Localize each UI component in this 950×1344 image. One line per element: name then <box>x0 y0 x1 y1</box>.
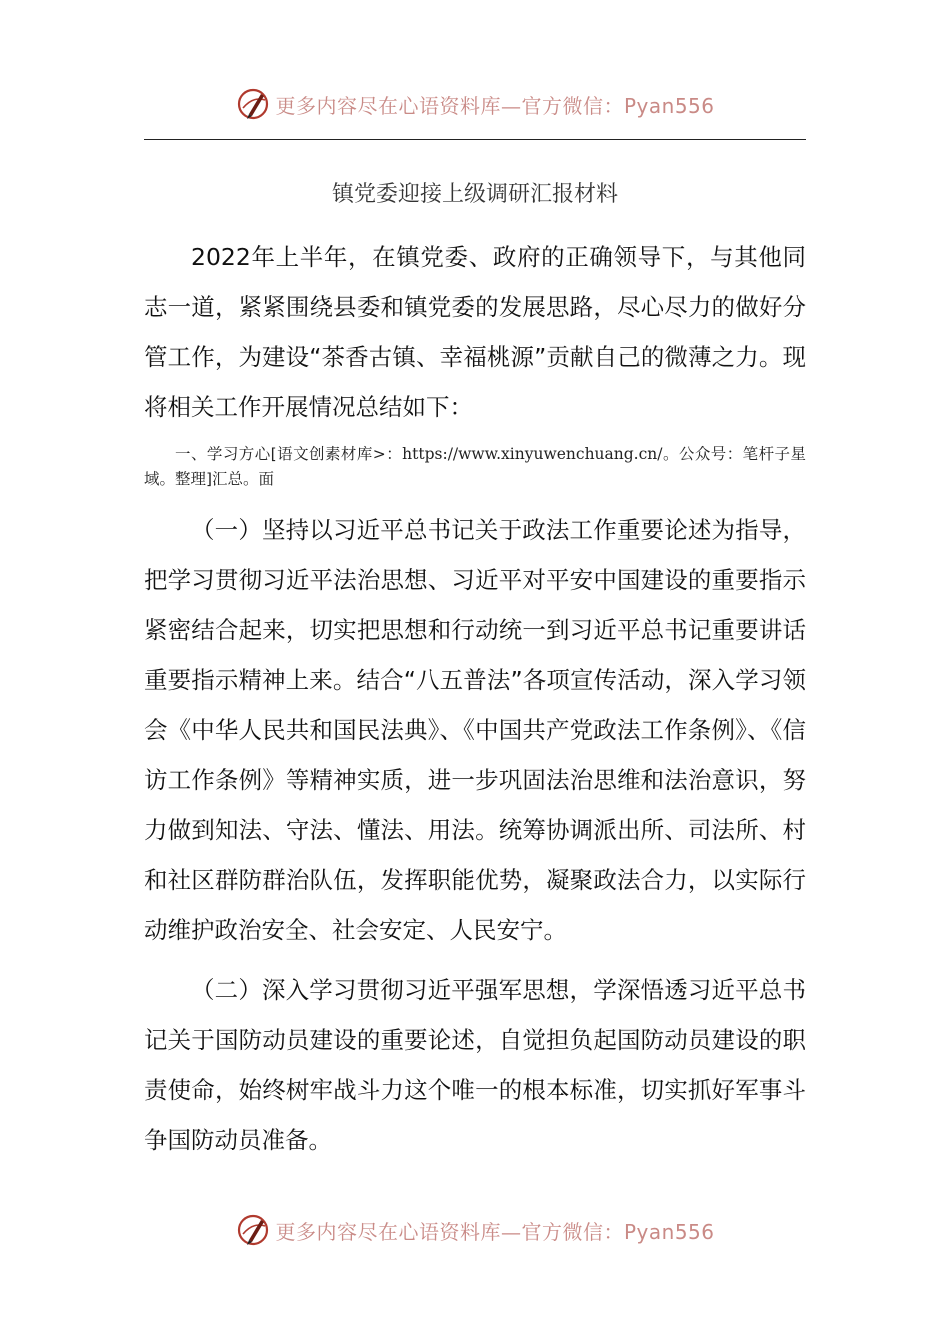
banner-text: 更多内容尽在心语资料库—官方微信：Pyan556 <box>275 1219 715 1244</box>
source-note <box>144 442 806 492</box>
header-divider <box>144 139 806 140</box>
header-banner <box>0 82 950 126</box>
wechat-handle: Pyan556 <box>623 93 715 118</box>
note-prefix: 一、学习方心[语文创素材库>： <box>175 445 403 463</box>
note-url: https://www.xinyuwenchuang.cn/ <box>402 445 663 463</box>
footer-banner <box>0 1208 950 1252</box>
paragraph-section-1: （一）坚持以习近平总书记关于政法工作重要论述为指导，把学习贯彻习近平法治思想、习近平对平安中国建设的重要指示紧密结合起来，切实把思想和行动统一到习近平总书记重要讲话重要指示精神上来。结合“八五普法”各项宣传活动，深入学习领会《中华人民共和国民法典》、《中国共产党政法工作条例》、《信访工作条例》等精神实质，进一步巩固法治思维和法治意识，努力做到知法、守法、懂法、用法。统筹协调派出所、司法所、村和社区群防群治队伍，发挥职能优势，凝聚政法合力，以实际行动维护政治安全、社会安定、人民安宁。 <box>144 516 806 944</box>
pen-logo-icon <box>235 1212 271 1248</box>
banner-text: 更多内容尽在心语资料库—官方微信：Pyan556 <box>275 93 715 118</box>
paragraph-section-2: （二）深入学习贯彻习近平强军思想，学深悟透习近平总书记关于国防动员建设的重要论述，自觉担负起国防动员建设的职责使命，始终树牢战斗力这个唯一的根本标准，切实抓好军事斗争国防动员准备。 <box>144 976 806 1154</box>
paragraph-intro: 2022年上半年，在镇党委、政府的正确领导下，与其他同志一道，紧紧围绕县委和镇党委的发展思路，尽心尽力的做好分管工作，为建设“茶香古镇、幸福桃源”贡献自己的微薄之力。现将相关工作开展情况总结如下： <box>144 243 806 421</box>
wechat-handle: Pyan556 <box>623 1219 715 1244</box>
pen-logo-icon <box>235 86 271 122</box>
document-title: 镇党委迎接上级调研汇报材料 <box>331 182 618 207</box>
note-suffix: 。公众号：笔杆子星域。整理]汇总。面 <box>144 445 806 488</box>
